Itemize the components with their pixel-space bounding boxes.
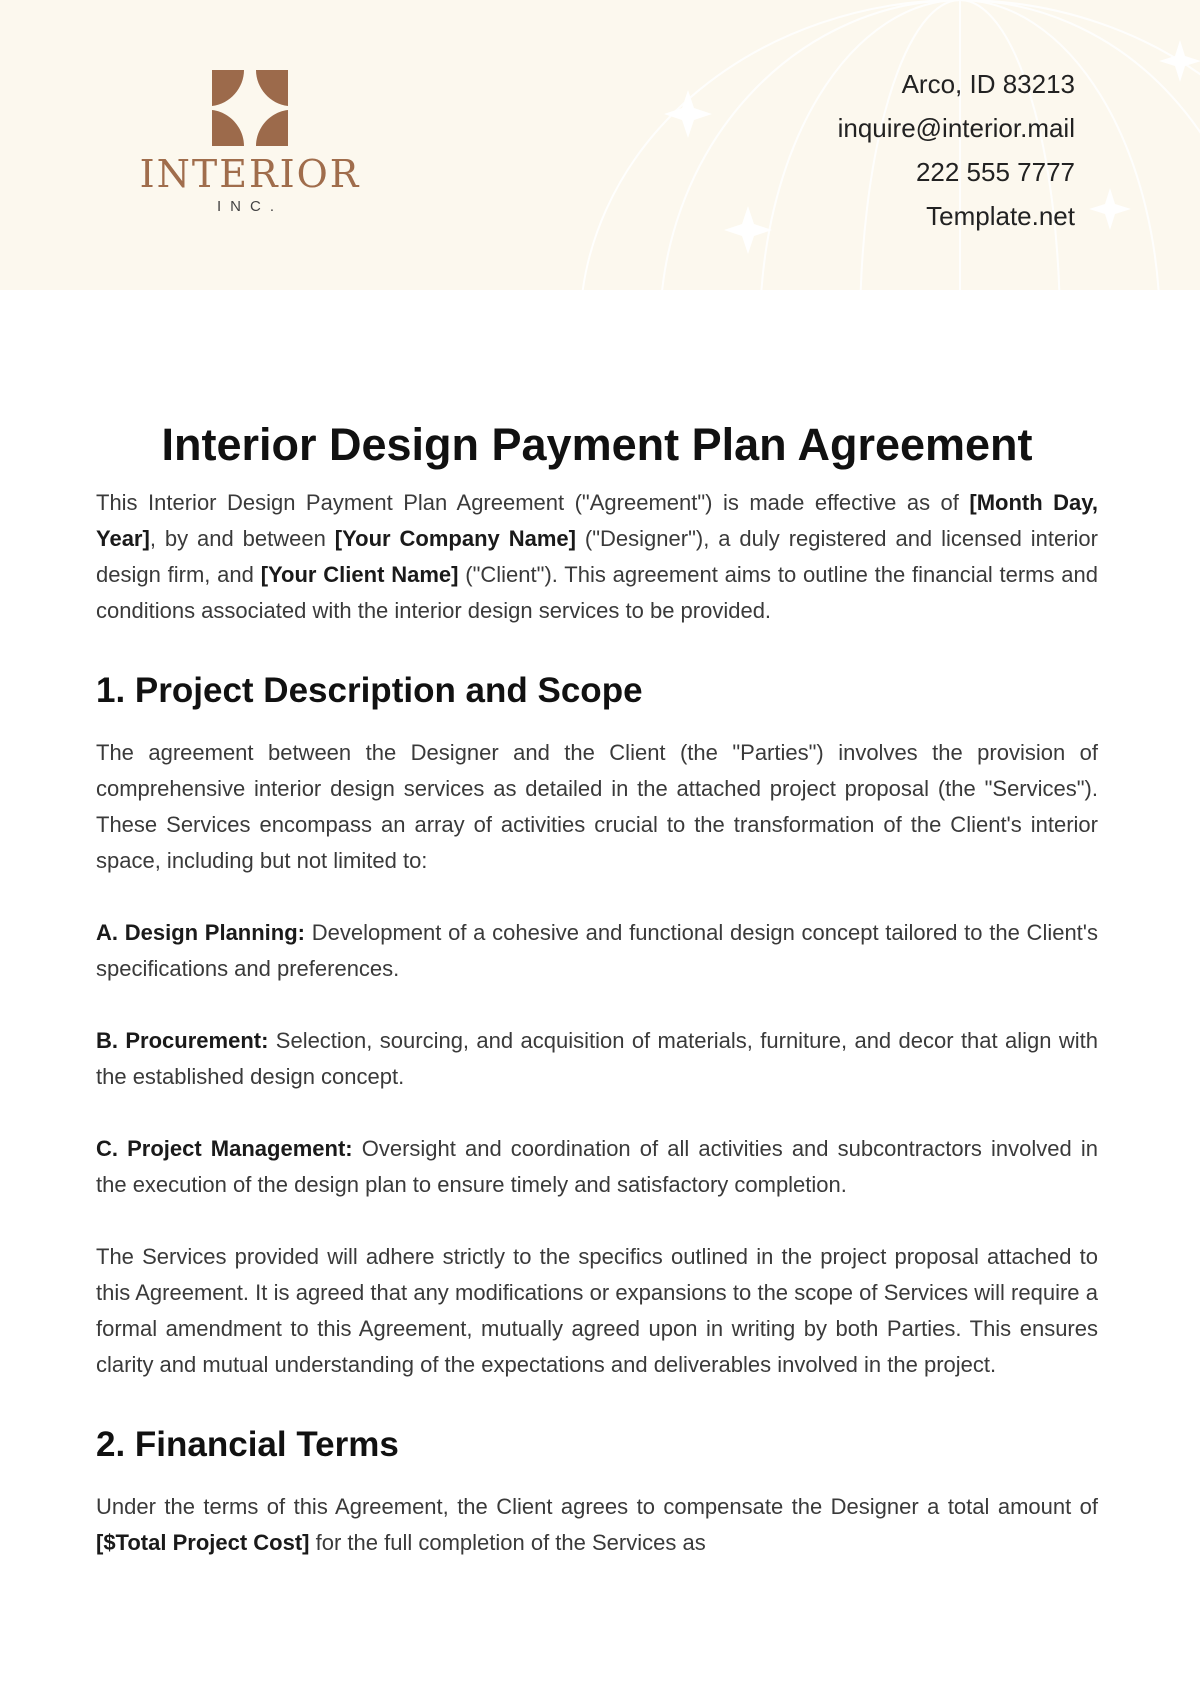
scope-item xyxy=(96,1023,1098,1095)
item-text: Selection, sourcing, and acquisition of materials, furniture, and decor that align with the established design concept. xyxy=(96,1028,1098,1089)
paragraph: The Services provided will adhere strictly to the specifics outlined in the project proposal attached to this Agreement. It is agreed that any modifications or expansions to the scope of Services will require a formal amendment to this Agreement, mutually agreed upon in writing by both Parties. This ensures clarity and mutual understanding of the expectations and deliverables involved in the project. xyxy=(96,1244,1098,1377)
intro-paragraph xyxy=(96,485,1098,629)
total-cost-placeholder: [$Total Project Cost] xyxy=(96,1530,310,1555)
phone: 222 555 7777 xyxy=(915,157,1075,187)
section-heading: 1. Project Description and Scope xyxy=(96,671,643,710)
scope-item xyxy=(96,915,1098,987)
item-label: B. Procurement: xyxy=(96,1028,269,1053)
contact-info xyxy=(838,62,1075,238)
text: , by and between xyxy=(149,526,335,551)
scope-item xyxy=(96,1131,1098,1203)
paragraph xyxy=(96,1489,1098,1561)
document-title: Interior Design Payment Plan Agreement xyxy=(161,419,1033,470)
company-name-placeholder: [Your Company Name] xyxy=(334,526,576,551)
text: This Interior Design Payment Plan Agreement ("Agreement") is made effective as of xyxy=(96,490,970,515)
section-heading: 2. Financial Terms xyxy=(96,1425,399,1464)
item-text: Oversight and coordination of all activities and subcontractors involved in the execution of the design plan to ensure timely and satisfactory completion. xyxy=(96,1136,1098,1197)
text: ("Designer"), a duly registered and licensed interior design firm, and xyxy=(96,526,1098,587)
website: Template.net xyxy=(926,201,1075,231)
item-text: Development of a cohesive and functional design concept tailored to the Client's specifications and preferences. xyxy=(96,920,1098,981)
logo-subtitle: INC. xyxy=(217,198,283,215)
document-body xyxy=(96,415,1098,1597)
address: Arco, ID 83213 xyxy=(901,69,1075,99)
date-placeholder: [Month Day, Year] xyxy=(96,490,1098,551)
text: Under the terms of this Agreement, the Client agrees to compensate the Designer a total amount of xyxy=(96,1494,1098,1519)
item-label: A. Design Planning: xyxy=(96,920,306,945)
letterhead xyxy=(0,0,1200,290)
paragraph: The agreement between the Designer and the Client (the "Parties") involves the provision of comprehensive interior design services as detailed in the attached project proposal (the "Services"). These Services encompass an array of activities crucial to the transformation of the Client's interior space, including but not limited to: xyxy=(96,740,1098,873)
text: for the full completion of the Services as xyxy=(309,1530,706,1555)
logo-mark-icon xyxy=(212,70,288,146)
email: inquire@interior.mail xyxy=(837,113,1075,143)
client-name-placeholder: [Your Client Name] xyxy=(260,562,459,587)
company-logo xyxy=(110,70,390,215)
text: ("Client"). This agreement aims to outline the financial terms and conditions associated with the interior design services to be provided. xyxy=(96,562,1099,623)
logo-name: INTERIOR xyxy=(139,152,361,196)
item-label: C. Project Management: xyxy=(96,1136,353,1161)
